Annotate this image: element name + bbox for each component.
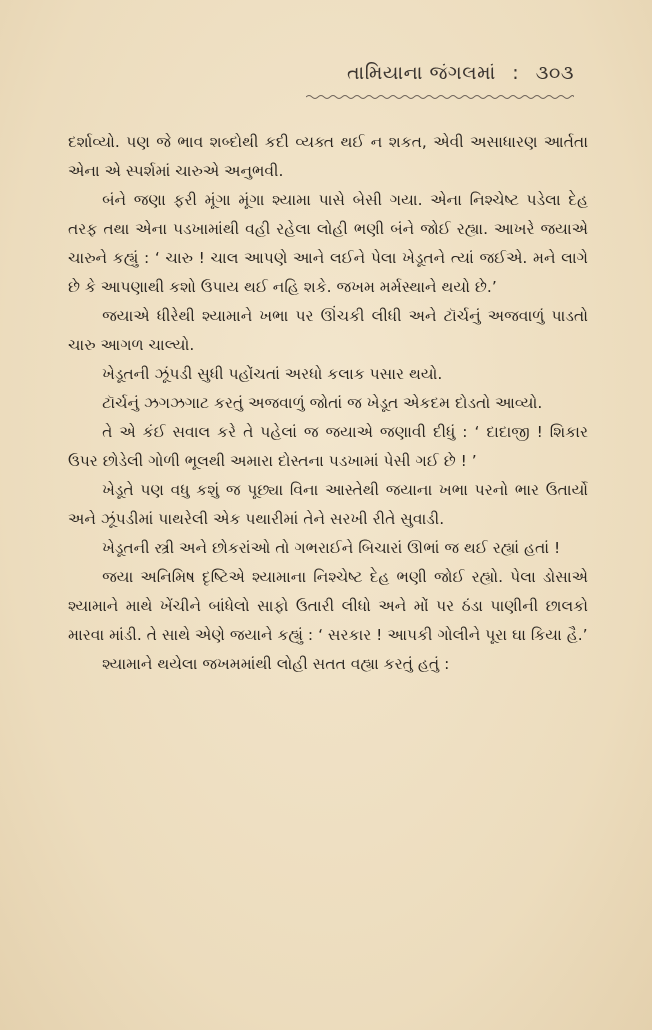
running-header	[347, 62, 574, 84]
paragraph: બંને જણા ફરી મૂંગા મૂંગા શ્યામા પાસે બેસી ગયા. એના નિશ્ચેષ્ટ પડેલા દેહ તરફ તથા એના પડખામાંથી વહી રહેલા લોહી ભણી બંને જોઈ રહ્યા. આખરે જયાએ ચારુને કહ્યું : ‘ ચારુ ! ચાલ આપણે આને લઈને પેલા ખેડૂતને ત્યાં જઈએ. મને લાગે છે કે આપણાથી કશો ઉપાય થઈ નહિ શકે. જખમ મર્મસ્થાને થયો છે.’	[68, 191, 589, 296]
paragraph: ખેડૂતની સ્ત્રી અને છોકરાંઓ તો ગભરાઈને બિચારાં ઊભાં જ થઈ રહ્યાં હતાં !	[102, 539, 561, 557]
chapter-title: તામિયાના જંગલમાં	[346, 62, 496, 84]
paragraph: ખેડૂતની ઝૂંપડી સુધી પહોંચતાં અરધો કલાક પસાર થયો.	[102, 365, 443, 383]
header-separator: :	[512, 62, 520, 84]
page-body	[68, 128, 588, 679]
paragraph: ખેડૂતે પણ વધુ કશું જ પૂછ્યા વિના આસ્તેથી જયાના ખભા પરનો ભાર ઉતાર્યો અને ઝૂંપડીમાં પાથરેલી એક પથારીમાં તેને સરખી રીતે સુવાડી.	[68, 481, 588, 528]
paragraph: જયાએ ધીરેથી શ્યામાને ખભા પર ઊંચકી લીધી અને ટૉર્ચનું અજવાળું પાડતો ચારુ આગળ ચાલ્યો.	[68, 307, 588, 354]
paragraph: તે એ કંઈ સવાલ કરે તે પહેલાં જ જયાએ જણાવી દીધું : ‘ દાદાજી ! શિકાર ઉપર છોડેલી ગોળી ભૂલથી અમારા દોસ્તના પડખામાં પેસી ગઈ છે ! ’	[68, 423, 588, 470]
paragraph: જયા અનિમિષ દૃષ્ટિએ શ્યામાના નિશ્ચેષ્ટ દેહ ભણી જોઈ રહ્યો. પેલા ડોસાએ શ્યામાને માથે ખેંચીને બાંધેલો સાફો ઉતારી લીધો અને મોં પર ઠંડા પાણીની છાલકો મારવા માંડી. તે સાથે એણે જયાને કહ્યું : ‘ સરકાર ! આપકી ગોલીને પૂરા ઘા કિયા હૈ.’	[68, 568, 588, 644]
page-number: ૩૦૩	[535, 62, 574, 84]
paragraph: ટૉર્ચનું ઝગઝગાટ કરતું અજવાળું જોતાં જ ખેડૂત એકદમ દોડતો આવ્યો.	[102, 394, 543, 412]
paragraph: દર્શાવ્યો. પણ જે ભાવ શબ્દોથી કદી વ્યક્ત થઈ ન શકત, એવી અસાધારણ આર્તતા એના એ સ્પર્શમાં ચારુએ અનુભવી.	[68, 133, 588, 180]
paragraph: શ્યામાને થયેલા જખમમાંથી લોહી સતત વહ્યા કરતું હતું :	[102, 655, 450, 673]
header-wavy-rule	[306, 94, 574, 100]
